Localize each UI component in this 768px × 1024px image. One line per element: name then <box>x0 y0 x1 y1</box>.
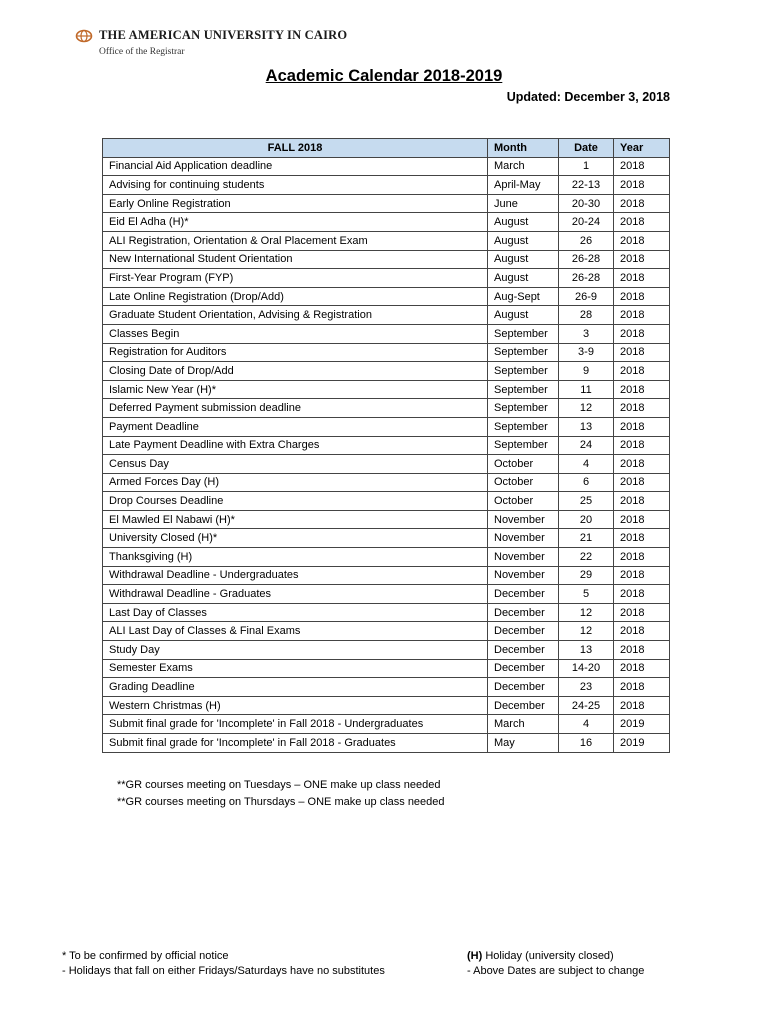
footnote-right <box>467 949 644 979</box>
cell-year: 2018 <box>614 473 670 492</box>
cell-date: 26-28 <box>559 250 614 269</box>
cell-date: 6 <box>559 473 614 492</box>
cell-event: Thanksgiving (H) <box>103 548 488 567</box>
table-row <box>103 213 670 232</box>
cell-year: 2018 <box>614 678 670 697</box>
table-row <box>103 473 670 492</box>
cell-year: 2018 <box>614 250 670 269</box>
cell-event: Islamic New Year (H)* <box>103 380 488 399</box>
cell-month: December <box>488 585 559 604</box>
updated-date: Updated: December 3, 2018 <box>506 90 670 104</box>
cell-month: March <box>488 715 559 734</box>
table-row <box>103 492 670 511</box>
university-logo-icon <box>75 29 93 43</box>
holiday-legend-text: Holiday (university closed) <box>482 950 614 962</box>
cell-event: Study Day <box>103 641 488 660</box>
cell-year: 2018 <box>614 548 670 567</box>
cell-date: 16 <box>559 734 614 753</box>
cell-year: 2018 <box>614 324 670 343</box>
cell-month: September <box>488 380 559 399</box>
cell-date: 13 <box>559 641 614 660</box>
cell-month: November <box>488 566 559 585</box>
cell-year: 2018 <box>614 603 670 622</box>
cell-month: October <box>488 455 559 474</box>
cell-date: 26-28 <box>559 269 614 288</box>
cell-date: 22-13 <box>559 176 614 195</box>
cell-date: 21 <box>559 529 614 548</box>
table-row <box>103 734 670 753</box>
table-row <box>103 678 670 697</box>
cell-date: 20-24 <box>559 213 614 232</box>
table-row <box>103 157 670 176</box>
footnote-left <box>62 949 385 979</box>
cell-event: University Closed (H)* <box>103 529 488 548</box>
cell-month: December <box>488 622 559 641</box>
table-row <box>103 455 670 474</box>
cell-year: 2018 <box>614 306 670 325</box>
cell-year: 2018 <box>614 287 670 306</box>
cell-date: 12 <box>559 603 614 622</box>
cell-event: El Mawled El Nabawi (H)* <box>103 510 488 529</box>
cell-year: 2018 <box>614 585 670 604</box>
cell-event: Western Christmas (H) <box>103 696 488 715</box>
cell-month: August <box>488 306 559 325</box>
cell-year: 2018 <box>614 641 670 660</box>
cell-date: 24-25 <box>559 696 614 715</box>
table-row <box>103 380 670 399</box>
cell-year: 2018 <box>614 213 670 232</box>
cell-year: 2018 <box>614 157 670 176</box>
cell-date: 12 <box>559 622 614 641</box>
cell-date: 4 <box>559 715 614 734</box>
table-row <box>103 343 670 362</box>
gr-notes <box>117 777 445 811</box>
cell-year: 2018 <box>614 510 670 529</box>
cell-date: 20 <box>559 510 614 529</box>
cell-year: 2018 <box>614 380 670 399</box>
cell-date: 26-9 <box>559 287 614 306</box>
table-row <box>103 659 670 678</box>
gr-note-tuesday: **GR courses meeting on Tuesdays – ONE make up class needed <box>117 779 441 791</box>
cell-month: September <box>488 399 559 418</box>
cell-year: 2018 <box>614 231 670 250</box>
cell-year: 2018 <box>614 362 670 381</box>
cell-month: November <box>488 529 559 548</box>
cell-year: 2018 <box>614 176 670 195</box>
cell-month: August <box>488 213 559 232</box>
university-name: THE AMERICAN UNIVERSITY IN CAIRO <box>99 28 348 42</box>
cell-date: 26 <box>559 231 614 250</box>
cell-month: September <box>488 417 559 436</box>
cell-date: 1 <box>559 157 614 176</box>
cell-date: 28 <box>559 306 614 325</box>
table-header-row <box>103 139 670 158</box>
cell-month: December <box>488 603 559 622</box>
cell-event: Advising for continuing students <box>103 176 488 195</box>
footnote-holidays: - Holidays that fall on either Fridays/Saturdays have no substitutes <box>62 965 385 977</box>
table-row <box>103 399 670 418</box>
cell-date: 13 <box>559 417 614 436</box>
table-row <box>103 603 670 622</box>
cell-month: May <box>488 734 559 753</box>
cell-month: December <box>488 641 559 660</box>
cell-year: 2018 <box>614 343 670 362</box>
cell-year: 2018 <box>614 492 670 511</box>
cell-event: First-Year Program (FYP) <box>103 269 488 288</box>
page-title: Academic Calendar 2018-2019 <box>265 67 503 85</box>
cell-month: September <box>488 324 559 343</box>
calendar-table <box>102 138 670 753</box>
cell-event: Census Day <box>103 455 488 474</box>
gr-note-thursday: **GR courses meeting on Thursdays – ONE make up class needed <box>117 796 445 808</box>
table-row <box>103 250 670 269</box>
table-row <box>103 436 670 455</box>
cell-event: Closing Date of Drop/Add <box>103 362 488 381</box>
table-row <box>103 176 670 195</box>
cell-event: Submit final grade for 'Incomplete' in Fall 2018 - Undergraduates <box>103 715 488 734</box>
cell-event: Withdrawal Deadline - Graduates <box>103 585 488 604</box>
table-row <box>103 231 670 250</box>
cell-month: November <box>488 510 559 529</box>
footnote-subject-to-change: - Above Dates are subject to change <box>467 965 645 977</box>
cell-month: October <box>488 473 559 492</box>
brand-row <box>75 28 347 43</box>
cell-event: ALI Last Day of Classes & Final Exams <box>103 622 488 641</box>
table-row <box>103 622 670 641</box>
cell-event: Semester Exams <box>103 659 488 678</box>
table-row <box>103 641 670 660</box>
header-month: Month <box>488 139 559 158</box>
cell-event: Late Online Registration (Drop/Add) <box>103 287 488 306</box>
cell-event: ALI Registration, Orientation & Oral Placement Exam <box>103 231 488 250</box>
table-body <box>103 157 670 752</box>
cell-year: 2018 <box>614 455 670 474</box>
table-row <box>103 585 670 604</box>
cell-month: August <box>488 269 559 288</box>
table-row <box>103 696 670 715</box>
cell-event: Armed Forces Day (H) <box>103 473 488 492</box>
cell-event: Early Online Registration <box>103 194 488 213</box>
cell-date: 9 <box>559 362 614 381</box>
cell-year: 2018 <box>614 696 670 715</box>
table-row <box>103 715 670 734</box>
table-row <box>103 510 670 529</box>
table-row <box>103 269 670 288</box>
cell-event: Classes Begin <box>103 324 488 343</box>
table-row <box>103 548 670 567</box>
cell-date: 3 <box>559 324 614 343</box>
cell-event: Graduate Student Orientation, Advising & Registration <box>103 306 488 325</box>
cell-date: 23 <box>559 678 614 697</box>
cell-year: 2018 <box>614 622 670 641</box>
table-row <box>103 362 670 381</box>
cell-year: 2019 <box>614 734 670 753</box>
cell-event: Deferred Payment submission deadline <box>103 399 488 418</box>
cell-month: October <box>488 492 559 511</box>
cell-month: Aug-Sept <box>488 287 559 306</box>
header-date: Date <box>559 139 614 158</box>
cell-event: Eid El Adha (H)* <box>103 213 488 232</box>
cell-date: 11 <box>559 380 614 399</box>
cell-month: September <box>488 436 559 455</box>
cell-year: 2019 <box>614 715 670 734</box>
cell-date: 20-30 <box>559 194 614 213</box>
cell-date: 5 <box>559 585 614 604</box>
office-name: Office of the Registrar <box>99 47 185 57</box>
cell-event: Submit final grade for 'Incomplete' in Fall 2018 - Graduates <box>103 734 488 753</box>
cell-year: 2018 <box>614 436 670 455</box>
cell-month: August <box>488 231 559 250</box>
table-row <box>103 417 670 436</box>
cell-year: 2018 <box>614 399 670 418</box>
cell-date: 12 <box>559 399 614 418</box>
cell-month: August <box>488 250 559 269</box>
cell-event: Last Day of Classes <box>103 603 488 622</box>
cell-month: December <box>488 696 559 715</box>
cell-event: Drop Courses Deadline <box>103 492 488 511</box>
cell-month: December <box>488 678 559 697</box>
table-row <box>103 529 670 548</box>
cell-month: November <box>488 548 559 567</box>
cell-event: Registration for Auditors <box>103 343 488 362</box>
holiday-marker: (H) <box>467 950 483 962</box>
cell-month: September <box>488 362 559 381</box>
cell-event: Payment Deadline <box>103 417 488 436</box>
cell-date: 29 <box>559 566 614 585</box>
letterhead <box>75 28 347 57</box>
cell-month: June <box>488 194 559 213</box>
cell-year: 2018 <box>614 659 670 678</box>
cell-month: April-May <box>488 176 559 195</box>
header-event: FALL 2018 <box>103 139 488 158</box>
cell-date: 22 <box>559 548 614 567</box>
cell-year: 2018 <box>614 269 670 288</box>
holiday-legend <box>467 949 644 964</box>
cell-date: 4 <box>559 455 614 474</box>
cell-month: March <box>488 157 559 176</box>
cell-event: Withdrawal Deadline - Undergraduates <box>103 566 488 585</box>
cell-date: 24 <box>559 436 614 455</box>
cell-month: September <box>488 343 559 362</box>
cell-event: Financial Aid Application deadline <box>103 157 488 176</box>
cell-year: 2018 <box>614 417 670 436</box>
cell-date: 14-20 <box>559 659 614 678</box>
table-row <box>103 194 670 213</box>
cell-event: New International Student Orientation <box>103 250 488 269</box>
cell-date: 25 <box>559 492 614 511</box>
cell-event: Late Payment Deadline with Extra Charges <box>103 436 488 455</box>
header-year: Year <box>614 139 670 158</box>
table-row <box>103 324 670 343</box>
cell-date: 3-9 <box>559 343 614 362</box>
table-row <box>103 566 670 585</box>
cell-month: December <box>488 659 559 678</box>
cell-year: 2018 <box>614 566 670 585</box>
footnote-confirmation: * To be confirmed by official notice <box>62 950 229 962</box>
cell-year: 2018 <box>614 529 670 548</box>
cell-year: 2018 <box>614 194 670 213</box>
table-row <box>103 287 670 306</box>
cell-event: Grading Deadline <box>103 678 488 697</box>
table-row <box>103 306 670 325</box>
